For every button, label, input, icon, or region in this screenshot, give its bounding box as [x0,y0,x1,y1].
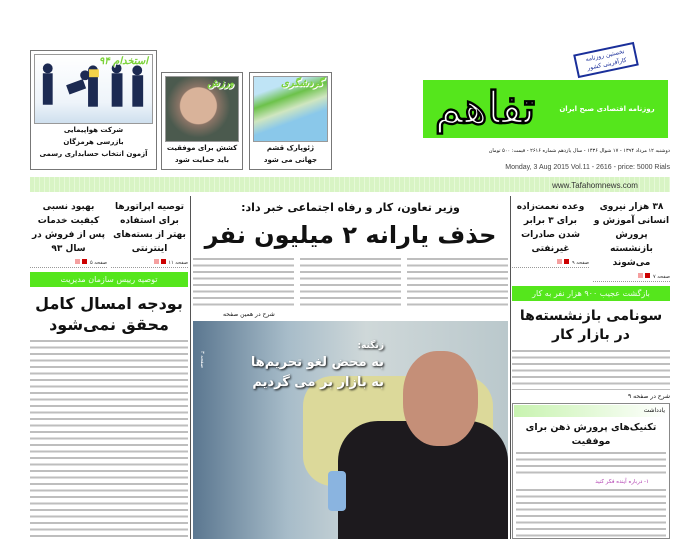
continued-link[interactable]: شرح در صفحه ۹ [628,393,670,400]
teaser-line: باید حمایت شود [174,156,230,164]
teaser-line: آزمون انتخاب حسابداری رسمی [39,150,148,158]
tagline: روزنامه اقتصادی صبح ایران [559,105,655,113]
website-link[interactable]: www.Tafahomnews.com [552,181,638,190]
center-column [193,196,508,539]
article-body [193,258,294,308]
brief[interactable]: وعده نعمت‌زاده برای ۳ برابر شدن صادرات غیرنفتی [516,202,585,254]
teaser-line: جهانی می شود [263,156,318,164]
headline[interactable]: بودجه امسال کامل محقق نمی‌شود [35,294,183,334]
section-bar: توصیه رییس سازمان مدیریت [30,272,188,287]
note-headline[interactable]: تکنیک‌های پرورش ذهن برای موفقیت [525,422,657,447]
date-en: Monday, 3 Aug 2015 Vol.11 - 2616 - price: 5000 Rials [505,164,670,171]
page-ref: صفحه ۹ [572,260,589,266]
teaser-tag: گردشگری [281,78,323,89]
brief[interactable]: توصیه اپراتورها برای استفاده بهتر از بسته‌های اینترنتی [113,202,186,254]
teaser-tag: ورزش [207,78,234,89]
brief[interactable]: بهبود نسبی کیفیت خدمات پس از فروش در سال ۹۳ [31,202,106,254]
article-body [300,258,401,308]
photo-caption [209,339,384,393]
note-label: یادداشت [514,405,668,417]
photo-kicker: زنگنه: [357,341,384,351]
masthead-logo[interactable]: تفاهم [434,83,536,134]
section-bar: بازگشت عجیب ۹۰۰ هزار نفر به کار [512,286,670,301]
teaser-jobs[interactable] [30,50,157,170]
teaser-tag: استخدام ۹۴ [98,56,148,67]
teaser-line: بازرسی هرمزگان [63,138,124,146]
headline[interactable]: سونامی بازنشسته‌ها در بازار کار [519,308,663,343]
article-body [30,340,188,539]
teaser-line: کشش برای موفقیت [166,144,238,152]
teaser-tourism[interactable] [249,72,332,170]
main-headline[interactable]: حذف یارانه ۲ میلیون نفر [204,221,497,249]
continued-link[interactable]: شرح در همین صفحه [223,311,275,318]
article-body [407,258,508,308]
page-ref: صفحه ۱۱ [168,260,188,266]
note-subhead: ۱- درباره آینده فکر کنید [595,479,649,485]
photo-quote: به محض لغو تحریم‌ها [250,355,384,370]
left-column [30,196,188,539]
right-column [512,196,670,539]
teaser-line: شرکت هواپیمایی [63,126,124,134]
brief[interactable]: ۳۸ هزار نیروی انسانی آموزش و پرورش بازنشسته می‌شوند [593,202,670,268]
teaser-line: ژئوپارک قشم [266,144,315,152]
old-man-photo [165,76,239,142]
date-fa: دوشنبه ۱۲ مرداد ۱۳۹۴ - ۱۷ شوال ۱۴۳۶ - سال یازدهم شماره ۲۶۱۶ - قیمت: ۵۰۰ تومان [488,148,670,154]
photo-page-ref: صفحه ۳ [199,351,205,368]
page-ref: صفحه ۵ [90,260,107,266]
main-photo [193,321,508,539]
page-ref: صفحه ۷ [653,274,670,280]
teaser-sport[interactable] [161,72,243,170]
article-body [512,350,670,390]
note-box [512,403,670,539]
workers-image [34,54,153,124]
kicker: وزیر تعاون، کار و رفاه اجتماعی خبر داد: [241,201,460,214]
map-image [253,76,328,142]
photo-quote: به بازار بر می گردیم [252,375,384,390]
stamp: نخستین روزنامه کارآفرینی کشور [573,42,639,78]
